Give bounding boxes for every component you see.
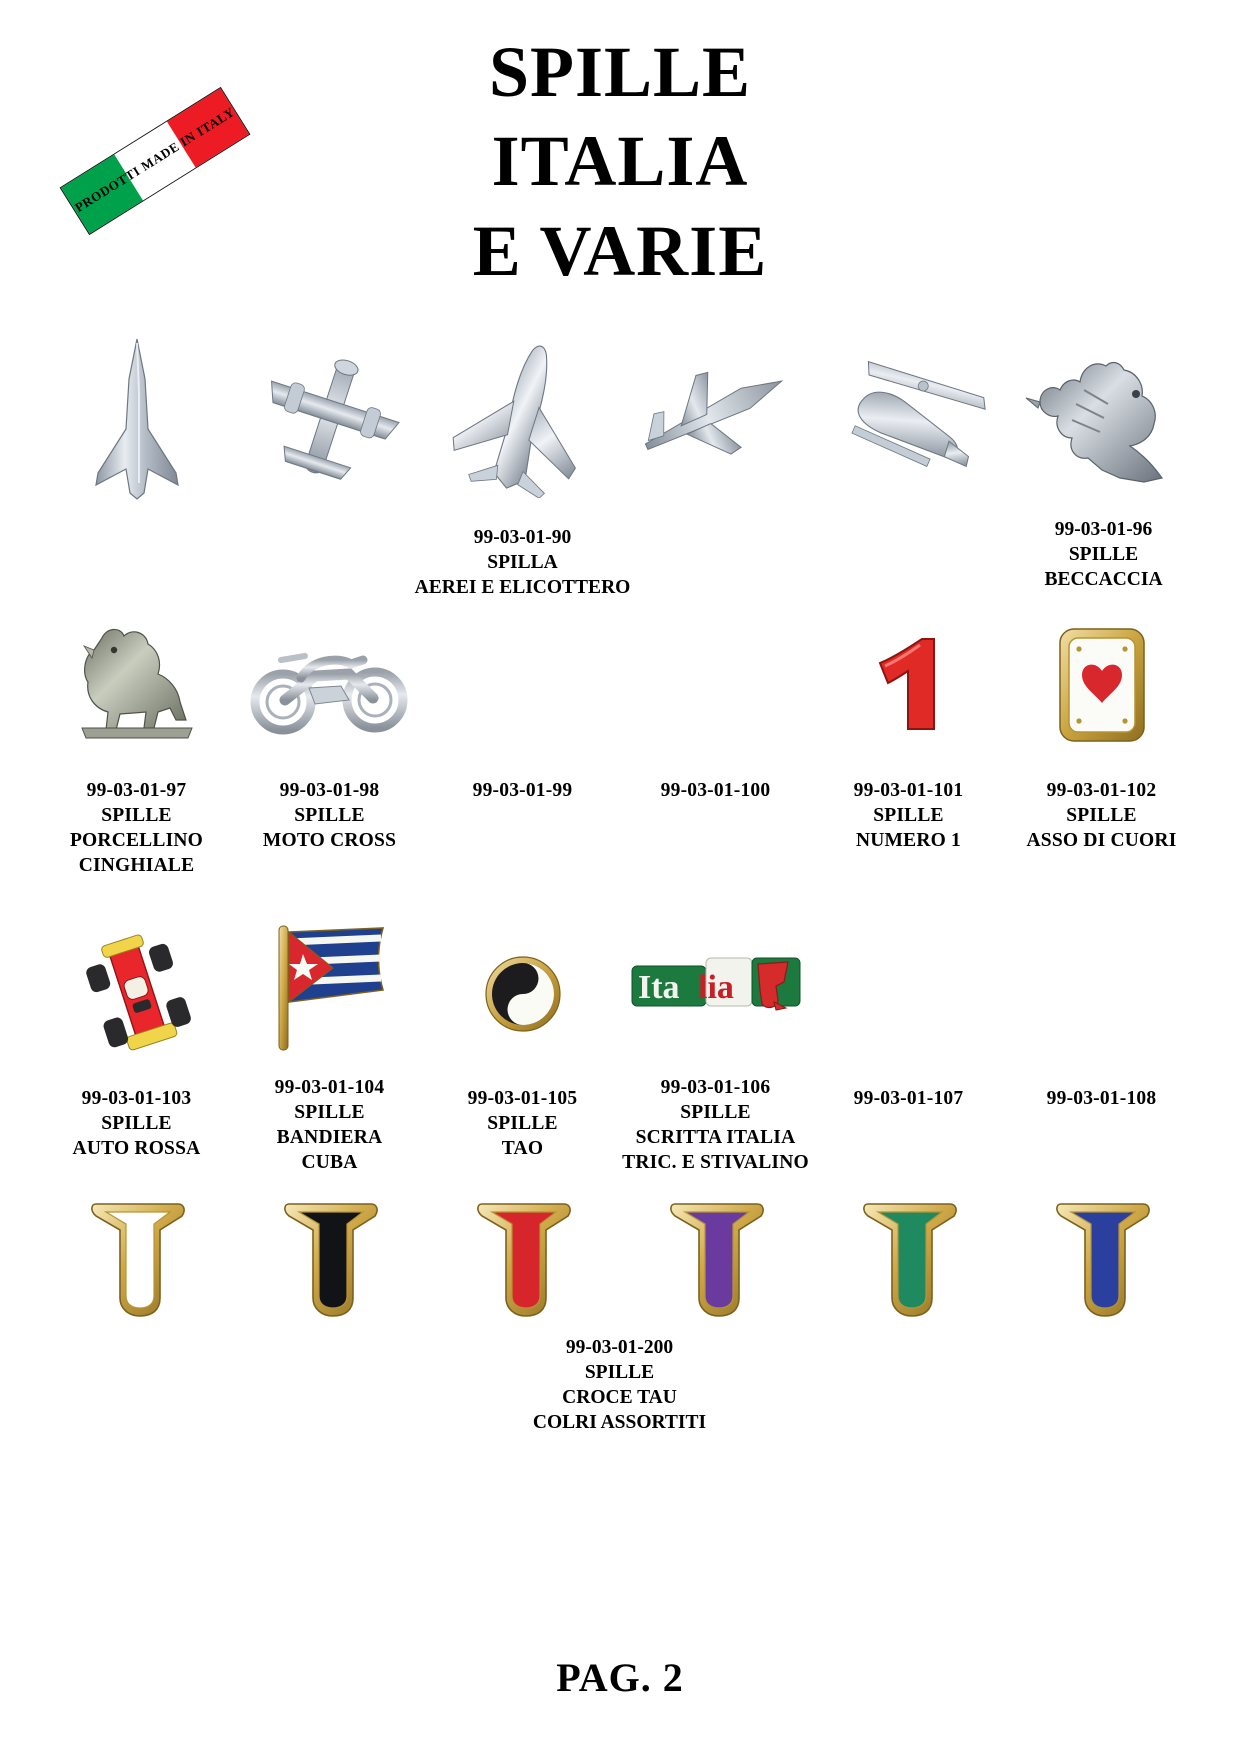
product-line: PORCELLINO <box>69 829 204 851</box>
product-line: SPILLE <box>487 1112 558 1134</box>
empty-slot <box>426 598 619 773</box>
yin-yang-pin-icon <box>426 906 619 1081</box>
product-code: 99-03-01-90 <box>473 527 572 548</box>
page-title-line-1: SPILLE <box>488 32 752 112</box>
product-cell[interactable] <box>40 1184 233 1374</box>
product-cell[interactable] <box>233 906 426 1176</box>
product-line: SPILLE <box>1066 804 1137 826</box>
product-caption <box>70 779 203 879</box>
product-code: 99-03-01-96 <box>1054 519 1153 540</box>
product-code: 99-03-01-102 <box>1046 780 1157 801</box>
product-caption <box>1047 1087 1157 1112</box>
product-catalog <box>40 330 1200 1433</box>
page-title-line-2: ITALIA <box>491 121 749 202</box>
tau-cross-pin-icon <box>1005 1184 1198 1334</box>
product-caption <box>473 779 573 804</box>
product-code: 99-03-01-107 <box>853 1088 964 1109</box>
product-line: MOTO CROSS <box>262 829 397 851</box>
product-caption <box>275 1076 385 1176</box>
race-car-pin-icon <box>40 906 233 1081</box>
product-line: SPILLA <box>487 551 558 573</box>
product-cell[interactable] <box>233 598 426 898</box>
svg-text:Ita: Ita <box>637 969 680 1007</box>
product-code: 99-03-01-99 <box>472 780 573 801</box>
product-line: CUBA <box>301 1152 358 1174</box>
product-code: 99-03-01-108 <box>1046 1088 1157 1109</box>
catalog-row <box>40 906 1200 1176</box>
woodcock-bird-pin-icon <box>1005 330 1198 505</box>
product-caption <box>73 1087 201 1162</box>
product-code: 99-03-01-200 <box>565 1337 674 1358</box>
product-line: SPILLE <box>101 1112 172 1134</box>
product-line: BANDIERA <box>276 1127 383 1149</box>
product-line: AUTO ROSSA <box>72 1137 201 1159</box>
product-caption <box>1027 779 1177 854</box>
product-cell[interactable] <box>1005 1184 1198 1374</box>
product-line: SPILLE <box>1068 543 1139 565</box>
empty-slot <box>1005 906 1198 1081</box>
catalog-row <box>40 1184 1200 1433</box>
jet-fighter-pin-icon <box>40 330 233 505</box>
ace-of-hearts-pin-icon <box>1005 598 1198 773</box>
product-cell[interactable] <box>40 906 233 1176</box>
product-cell[interactable] <box>426 598 619 898</box>
number-one-pin-icon <box>812 598 1005 773</box>
product-caption <box>661 779 771 804</box>
empty-slot <box>619 598 812 773</box>
helicopter-pin-icon <box>812 330 1005 505</box>
product-caption <box>622 1076 809 1176</box>
product-line: SPILLE <box>294 1102 365 1124</box>
group-caption-aerei <box>233 526 812 601</box>
product-code: 99-03-01-106 <box>660 1077 771 1099</box>
product-cell[interactable] <box>812 906 1005 1176</box>
product-line: SPILLE <box>584 1361 655 1383</box>
product-code: 99-03-01-97 <box>86 780 187 801</box>
product-line: BECCACCIA <box>1044 568 1163 590</box>
product-line: TRIC. E STIVALINO <box>622 1152 809 1174</box>
product-line: CINGHIALE <box>78 854 195 876</box>
italia-script-boot-pin-icon <box>619 906 812 1070</box>
tau-cross-pin-icon <box>426 1184 619 1334</box>
catalog-row <box>40 330 1200 598</box>
propeller-plane-pin-icon <box>233 330 426 505</box>
page-title-line-3: E VARIE <box>472 210 768 291</box>
product-code: 99-03-01-103 <box>81 1088 192 1109</box>
product-line: COLRI ASSORTITI <box>532 1411 707 1433</box>
product-line: ASSO DI CUORI <box>1026 829 1177 851</box>
airliner-pin-icon <box>426 330 619 505</box>
group-caption-croce-tau <box>330 1336 909 1436</box>
product-caption <box>854 1087 964 1112</box>
product-caption <box>854 779 964 854</box>
jet-side-pin-icon <box>619 330 812 505</box>
product-cell[interactable] <box>812 598 1005 898</box>
cuba-flag-pin-icon <box>233 906 426 1070</box>
product-code: 99-03-01-105 <box>467 1088 578 1109</box>
product-line: SPILLE <box>294 804 365 826</box>
product-cell[interactable] <box>40 330 233 590</box>
tau-cross-pin-icon <box>619 1184 812 1334</box>
product-cell[interactable] <box>619 598 812 898</box>
product-code: 99-03-01-100 <box>660 780 771 801</box>
product-caption <box>468 1087 578 1162</box>
product-code: 99-03-01-104 <box>274 1077 385 1099</box>
made-in-italy-badge <box>62 88 247 233</box>
motocross-bike-pin-icon <box>233 598 426 773</box>
product-line: SPILLE <box>680 1102 751 1124</box>
product-line: AEREI E ELICOTTERO <box>414 576 631 598</box>
product-cell[interactable] <box>619 906 812 1176</box>
empty-slot <box>812 906 1005 1081</box>
made-in-italy-label: PRODOTTI MADE IN ITALY <box>71 103 237 215</box>
product-code: 99-03-01-98 <box>279 780 380 801</box>
product-line: SPILLE <box>873 804 944 826</box>
product-line: NUMERO 1 <box>855 829 962 851</box>
svg-text:lia: lia <box>697 969 734 1007</box>
page-number: PAG. 2 <box>556 1655 684 1700</box>
product-line: SCRITTA ITALIA <box>635 1127 796 1149</box>
product-caption <box>263 779 396 854</box>
product-cell[interactable] <box>426 906 619 1176</box>
product-cell[interactable] <box>1005 598 1198 898</box>
product-line: SPILLE <box>101 804 172 826</box>
wild-boar-pin-icon <box>40 598 233 773</box>
tau-cross-pin-icon <box>40 1184 233 1334</box>
tau-cross-pin-icon <box>233 1184 426 1334</box>
product-cell[interactable] <box>1005 906 1198 1176</box>
product-code: 99-03-01-101 <box>853 780 964 801</box>
catalog-row <box>40 598 1200 898</box>
product-line: CROCE TAU <box>562 1386 677 1408</box>
product-cell[interactable] <box>40 598 233 898</box>
product-cell[interactable] <box>812 330 1005 590</box>
product-line: TAO <box>501 1137 544 1159</box>
tau-cross-pin-icon <box>812 1184 1005 1334</box>
caption-beccaccia <box>1007 518 1200 593</box>
